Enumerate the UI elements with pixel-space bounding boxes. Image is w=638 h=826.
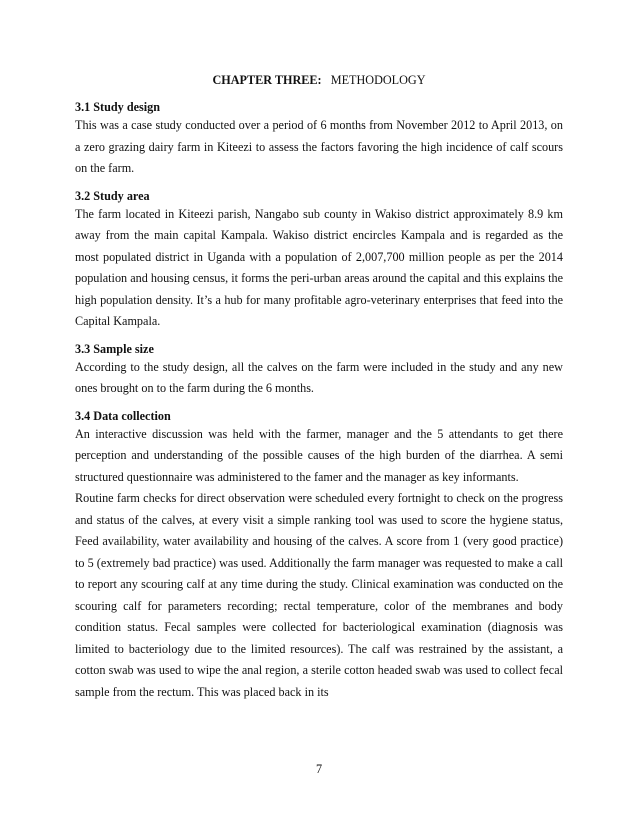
chapter-label: CHAPTER THREE:: [212, 73, 322, 87]
chapter-title: [75, 72, 563, 88]
page-number: 7: [315, 762, 323, 776]
paragraph: An interactive discussion was held with the farmer, manager and the 5 attendants to get there perception and understanding of the possible causes of the high burden of the diarrhea. A semi structured questionnaire was administered to the famer and the manager as key informants.: [75, 426, 563, 484]
section-heading: 3.1 Study design: [75, 100, 161, 114]
paragraph: Routine farm checks for direct observation were scheduled every fortnight to check on the progress and status of the calves, at every visit a simple ranking tool was used to score the hygiene status, Feed availability, water availability and housing of the calves. A score from 1 (very good practice) to 5 (extremely bad practice) was used. Additionally the farm manager was requested to make a call to report any scouring calf at any time during the study. Clinical examination was conducted on the scouring calf for parameters recording; rectal temperature, color of the membranes and body condition status. Fecal samples were collected for bacteriological examination (diagnosis was limited to bacteriology due to the limited resources). The calf was restrained by the assistant, a cotton swab was used to wipe the anal region, a sterile cotton headed swab was used to collect fecal sample from the rectum. This was placed back in its: [75, 491, 563, 699]
section-study-area: [75, 189, 563, 333]
section-heading: 3.2 Study area: [75, 188, 150, 203]
section-study-design: [75, 100, 563, 180]
section-sample-size: [75, 342, 563, 400]
paragraph: According to the study design, all the calves on the farm were included in the study and any new ones brought on to the farm during the 6 months.: [75, 359, 563, 395]
paragraph: The farm located in Kiteezi parish, Nangabo sub county in Wakiso district approximately 8.9 km away from the main capital Kampala. Wakiso district encircles Kampala and is regarded as the most populated district in Uganda with a population of 2,007,700 million people as per the 2014 population and housing census, it forms the peri-urban areas around the capital and this explains the high population density. It’s a hub for many profitable agro-veterinary enterprises that feed into the Capital Kampala.: [75, 206, 563, 328]
section-heading: 3.4 Data collection: [75, 408, 171, 423]
document-page: [75, 72, 563, 712]
section-data-collection: [75, 409, 563, 704]
section-heading: 3.3 Sample size: [75, 341, 154, 356]
chapter-name: METHODOLOGY: [330, 73, 426, 87]
paragraph: This was a case study conducted over a period of 6 months from November 2012 to April 2013, on a zero grazing dairy farm in Kiteezi to assess the factors favoring the high incidence of calf scours on the farm.: [75, 118, 563, 175]
